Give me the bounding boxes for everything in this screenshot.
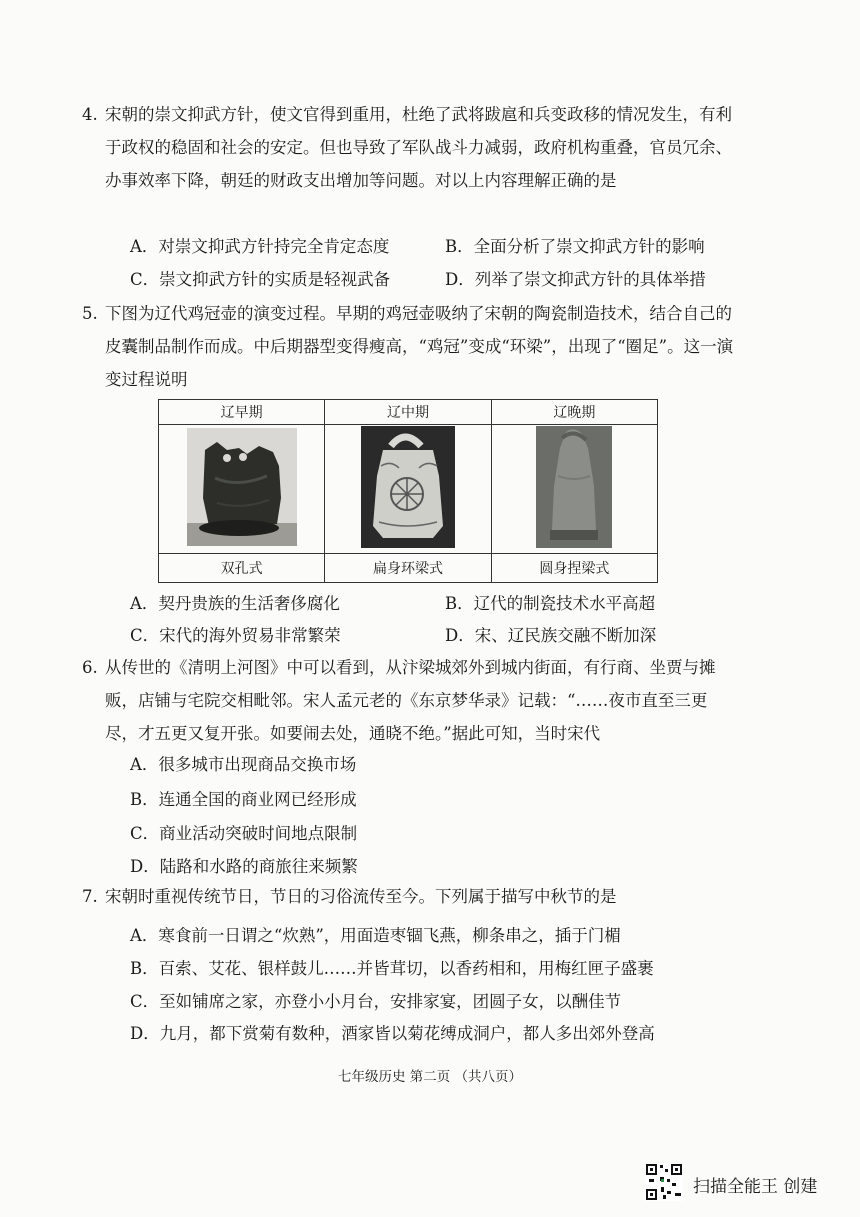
option-b: B．全面分析了崇文抑武方针的影响	[445, 237, 705, 256]
option-c: C．崇文抑武方针的实质是轻视武备	[130, 270, 391, 289]
question-stem: 从传世的《清明上河图》中可以看到，从汴梁城郊外到城内街面，有行商、坐贾与摊贩，店铺与宅院交相毗邻。宋人孟元老的《东京梦华录》记载：“……夜市直至三更尽，才五更又复开张。如要闹去处，通晓不绝。”据此可知，当时宋代	[105, 658, 716, 743]
question-stem: 宋朝的崇文抑武方针，使文官得到重用，杜绝了武将跋扈和兵变政移的情况发生，有利于政权的稳固和社会的安定。但也导致了军队战斗力减弱，政府机构重叠，官员冗余、办事效率下降，朝廷的财政支出增加等问题。对以上内容理解正确的是	[105, 105, 732, 190]
question-7	[82, 880, 735, 913]
vessel-photo-cell	[491, 425, 657, 554]
vessel-photo-cell	[325, 425, 491, 554]
option-b: B．百索、艾花、银样鼓儿……并皆茸切，以香药相和，用梅红匣子盛裹	[130, 959, 654, 978]
question-number: 7.	[82, 887, 98, 906]
vessel-type-caption: 双孔式	[159, 554, 325, 583]
question-4	[82, 98, 735, 197]
option-c: C．商业活动突破时间地点限制	[130, 824, 358, 843]
option-a: A．契丹贵族的生活奢侈腐化	[130, 594, 340, 613]
page-footer: 七年级历史 第二页 （共八页）	[337, 1069, 523, 1085]
option-b: B．连通全国的商业网已经形成	[130, 790, 357, 809]
question-5	[82, 297, 735, 396]
period-header: 辽晚期	[491, 400, 657, 425]
vessel-photo-cell	[159, 425, 325, 554]
question-stem: 下图为辽代鸡冠壶的演变过程。早期的鸡冠壶吸纳了宋朝的陶瓷制造技术，结合自己的皮囊制品制作而成。中后期器型变得瘦高，“鸡冠”变成“环梁”，出现了“圈足”。这一演变过程说明	[105, 304, 734, 389]
qr-code-icon	[645, 1163, 683, 1201]
option-c: C．至如铺席之家，亦登小小月台，安排家宴，团圆子女，以酬佳节	[130, 992, 622, 1011]
vessel-type-caption: 扁身环梁式	[325, 554, 491, 583]
option-a: A．对崇文抑武方针持完全肯定态度	[130, 237, 390, 256]
vessel-type-caption: 圆身捏梁式	[491, 554, 657, 583]
vessel-evolution-table	[158, 399, 658, 583]
middle-vessel-photo	[361, 426, 455, 548]
option-b: B．辽代的制瓷技术水平高超	[445, 594, 656, 613]
option-d: D．宋、辽民族交融不断加深	[445, 626, 657, 645]
early-vessel-photo	[187, 428, 297, 546]
period-header: 辽中期	[325, 400, 491, 425]
question-number: 6.	[82, 658, 98, 677]
option-d: D．列举了崇文抑武方针的具体举措	[445, 270, 706, 289]
option-d: D．九月，都下赏菊有数种，酒家皆以菊花缚成洞户，都人多出郊外登高	[130, 1024, 655, 1043]
question-6	[82, 651, 735, 750]
scanner-watermark: 扫描全能王 创建	[693, 1177, 818, 1197]
option-a: A．很多城市出现商品交换市场	[130, 755, 357, 774]
late-vessel-photo	[536, 426, 612, 548]
period-header: 辽早期	[159, 400, 325, 425]
question-number: 5.	[82, 304, 98, 323]
question-stem: 宋朝时重视传统节日，节日的习俗流传至今。下列属于描写中秋节的是	[105, 887, 617, 906]
question-number: 4.	[82, 105, 98, 124]
option-a: A．寒食前一日谓之“炊熟”，用面造枣锢飞燕，柳条串之，插于门楣	[130, 926, 621, 945]
option-d: D．陆路和水路的商旅往来频繁	[130, 857, 358, 876]
option-c: C．宋代的海外贸易非常繁荣	[130, 626, 341, 645]
